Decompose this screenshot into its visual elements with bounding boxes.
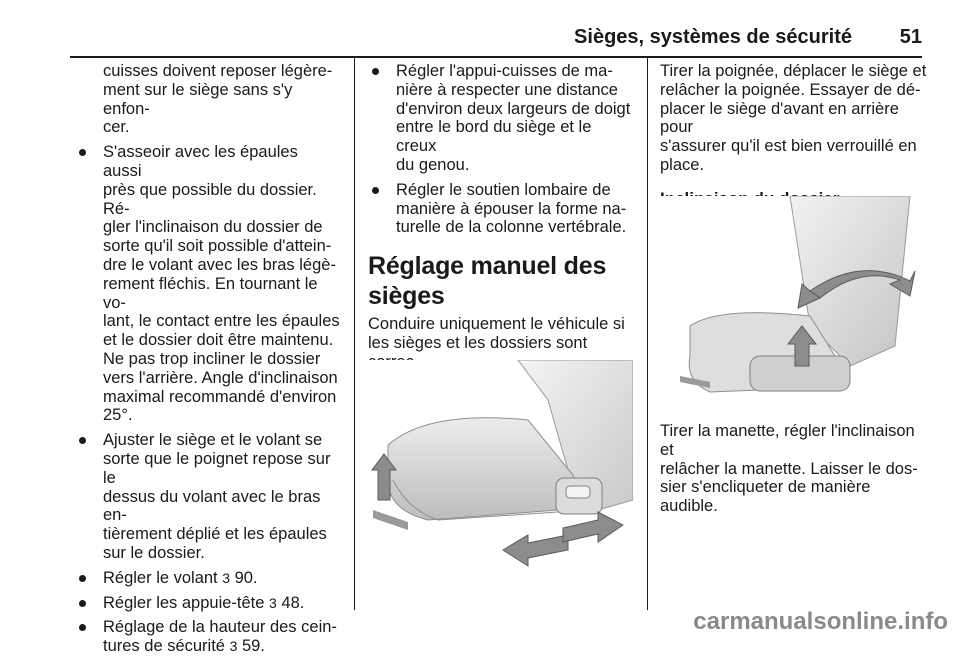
- recline-instructions-block: [660, 422, 930, 516]
- seat-longitudinal-drawing: [368, 360, 633, 572]
- bullet-list-2: [368, 62, 636, 237]
- seat-recline-illustration: [660, 196, 927, 408]
- section-title: Réglage manuel des sièges: [368, 252, 607, 311]
- chapter-title: Sièges, systèmes de sécurité: [574, 26, 852, 48]
- column-1: [75, 62, 340, 656]
- page-ref-arrow: 3: [269, 594, 277, 611]
- longitudinal-instructions: Tirer la poignée, déplacer le siège et relâcher la poignée. Essayer de dé- placer le siège d'avant en arrière pour s'assurer qu'il est bien verrouillé en place.: [660, 62, 927, 174]
- bullet-list-1: [75, 143, 340, 656]
- page-ref-link[interactable]: 90.: [234, 568, 258, 587]
- bullet-seatbelt-height: Réglage de la hauteur des cein- tures de sécurité 3 59.: [75, 618, 340, 656]
- watermark-text: carmanualsonline.info: [693, 608, 948, 635]
- page-ref-link[interactable]: 59.: [241, 637, 265, 656]
- page-ref-arrow: 3: [222, 569, 231, 586]
- bullet-lumbar: Régler le soutien lombaire de manière à épouser la forme na- turelle de la colonne vertébrale.: [368, 181, 636, 237]
- seat-longitudinal-illustration: [368, 360, 633, 572]
- bullet-thigh-support: Régler l'appui-cuisses de ma- nière à respecter une distance d'environ deux largeurs de doigt entre le bord du siège et le creux du genou.: [368, 62, 636, 175]
- column-3: [660, 62, 930, 217]
- seat-recline-drawing: [660, 196, 927, 408]
- section-intro: Conduire uniquement le véhicule si les sièges et les dossiers sont: [368, 315, 625, 352]
- bullet-shoulders: S'asseoir avec les épaules aussi près que possible du dossier. Ré- gler l'inclinaison du dossier de sorte qu'il soit possible d'attein- dre le volant avec les bras légè- rement fléchis. En tournant le vo- lant, le contact entre les épaules et le dossier doit être maintenu. Ne pas trop incliner le dossier vers l'arrière. Angle d'inclinaison maximal recommandé d'environ 25°.: [75, 143, 340, 425]
- column-divider-2: [647, 58, 648, 610]
- intro-paragraph: cuisses doivent reposer légère- ment sur le siège sans s'y enfon- cer.: [103, 62, 333, 137]
- column-divider-1: [354, 58, 355, 610]
- bullet-headrests: Régler les appuie-tête 3 48.: [75, 594, 340, 613]
- recline-instructions: Tirer la manette, régler l'inclinaison et relâcher la manette. Laisser le dos- sier s'encliqueter de manière audible.: [660, 422, 918, 516]
- header-rule: [70, 56, 922, 58]
- bullet-steering-position: Ajuster le siège et le volant se sorte que le poignet repose sur le dessus du volant avec le bras en- tièrement déplié et les épaules sur le dossier.: [75, 431, 340, 563]
- page-number: 51: [899, 26, 922, 48]
- page-header: [70, 0, 922, 58]
- page-ref-link[interactable]: 48.: [281, 593, 305, 612]
- page-ref-arrow: 3: [229, 638, 238, 655]
- bullet-steering-wheel: Régler le volant 3 90.: [75, 569, 340, 588]
